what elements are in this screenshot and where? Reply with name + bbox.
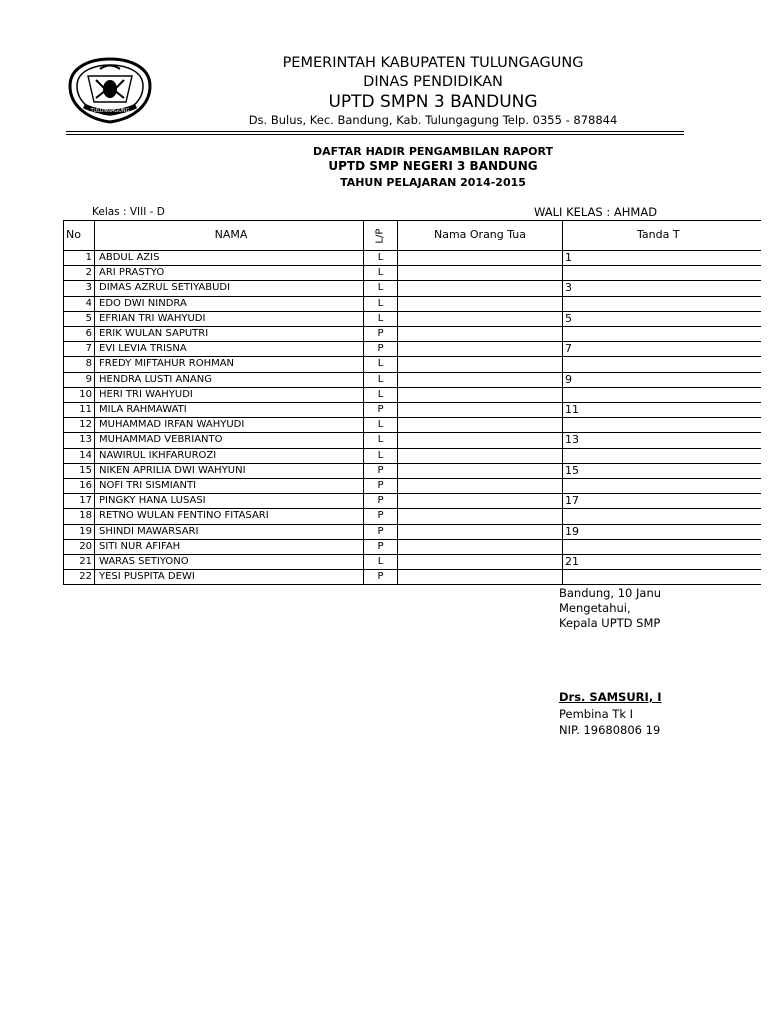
student-gender: L (364, 372, 398, 387)
student-gender: L (364, 281, 398, 296)
document-subtitle: UPTD SMP NEGERI 3 BANDUNG (328, 159, 538, 173)
table-row (64, 266, 762, 281)
student-gender: P (364, 570, 398, 585)
table-row (64, 539, 762, 554)
parent-name-cell (398, 266, 563, 281)
signature-cell: 9 (563, 372, 762, 387)
student-name: DIMAS AZRUL SETIYABUDI (95, 281, 364, 296)
student-name: EDO DWI NINDRA (95, 296, 364, 311)
row-number: 2 (64, 266, 95, 281)
signature-cell: 21 (563, 555, 762, 570)
row-number: 13 (64, 433, 95, 448)
parent-name-cell (398, 479, 563, 494)
student-name: MUHAMMAD IRFAN WAHYUDI (95, 418, 364, 433)
letterhead-divider (66, 131, 684, 132)
table-row (64, 281, 762, 296)
signature-cell (563, 266, 762, 281)
parent-name-cell (398, 418, 563, 433)
signature-cell: 7 (563, 342, 762, 357)
row-number: 20 (64, 539, 95, 554)
student-gender: L (364, 555, 398, 570)
row-number: 7 (64, 342, 95, 357)
student-name: SHINDI MAWARSARI (95, 524, 364, 539)
signature-name: Drs. SAMSURI, I (559, 690, 662, 704)
student-name: ERIK WULAN SAPUTRI (95, 327, 364, 342)
table-row (64, 433, 762, 448)
parent-name-cell (398, 524, 563, 539)
signature-cell: 11 (563, 403, 762, 418)
table-row (64, 311, 762, 326)
student-gender: P (364, 494, 398, 509)
row-number: 3 (64, 281, 95, 296)
row-number: 12 (64, 418, 95, 433)
table-row (64, 387, 762, 402)
student-name: NIKEN APRILIA DWI WAHYUNI (95, 463, 364, 478)
header-government: PEMERINTAH KABUPATEN TULUNGAGUNG (282, 55, 584, 71)
student-gender: L (364, 448, 398, 463)
signature-position: Kepala UPTD SMP (559, 616, 661, 630)
header-no: No (64, 221, 95, 251)
signature-cell: 5 (563, 311, 762, 326)
row-number: 16 (64, 479, 95, 494)
table-row (64, 342, 762, 357)
signature-place-date: Bandung, 10 Janu (559, 586, 662, 600)
row-number: 22 (64, 570, 95, 585)
signature-cell (563, 357, 762, 372)
signature-cell: 17 (563, 494, 762, 509)
parent-name-cell (398, 387, 563, 402)
row-number: 9 (64, 372, 95, 387)
table-row (64, 418, 762, 433)
table-row (64, 403, 762, 418)
signature-cell (563, 448, 762, 463)
table-row (64, 555, 762, 570)
parent-name-cell (398, 448, 563, 463)
parent-name-cell (398, 403, 563, 418)
parent-name-cell (398, 463, 563, 478)
parent-name-cell (398, 311, 563, 326)
signature-cell (563, 479, 762, 494)
class-label: Kelas : VIII - D (92, 206, 165, 218)
student-gender: P (364, 479, 398, 494)
student-name: HERI TRI WAHYUDI (95, 387, 364, 402)
student-name: RETNO WULAN FENTINO FITASARI (95, 509, 364, 524)
row-number: 1 (64, 251, 95, 266)
parent-name-cell (398, 327, 563, 342)
header-signature: Tanda T (563, 221, 762, 251)
row-number: 6 (64, 327, 95, 342)
student-name: MILA RAHMAWATI (95, 403, 364, 418)
parent-name-cell (398, 509, 563, 524)
student-name: ARI PRASTYO (95, 266, 364, 281)
header-parent-name: Nama Orang Tua (398, 221, 563, 251)
parent-name-cell (398, 570, 563, 585)
government-emblem-logo (66, 56, 154, 124)
student-name: EFRIAN TRI WAHYUDI (95, 311, 364, 326)
signature-cell (563, 509, 762, 524)
student-gender: P (364, 539, 398, 554)
parent-name-cell (398, 296, 563, 311)
parent-name-cell (398, 494, 563, 509)
table-row (64, 463, 762, 478)
student-name: NOFI TRI SISMIANTI (95, 479, 364, 494)
header-lp (364, 221, 398, 251)
document-title: DAFTAR HADIR PENGAMBILAN RAPORT (312, 145, 554, 158)
student-gender: L (364, 433, 398, 448)
student-name: WARAS SETIYONO (95, 555, 364, 570)
student-gender: L (364, 418, 398, 433)
student-gender: L (364, 357, 398, 372)
signature-rank: Pembina Tk I (559, 707, 634, 721)
student-gender: P (364, 342, 398, 357)
table-row (64, 479, 762, 494)
signature-cell (563, 418, 762, 433)
student-name: NAWIRUL IKHFARUROZI (95, 448, 364, 463)
logo-text: TULUNGAGUNG (90, 108, 130, 114)
student-name: HENDRA LUSTI ANANG (95, 372, 364, 387)
parent-name-cell (398, 342, 563, 357)
row-number: 11 (64, 403, 95, 418)
parent-name-cell (398, 357, 563, 372)
row-number: 21 (64, 555, 95, 570)
attendance-table (63, 220, 761, 585)
table-row (64, 448, 762, 463)
row-number: 4 (64, 296, 95, 311)
row-number: 19 (64, 524, 95, 539)
signature-cell: 15 (563, 463, 762, 478)
signature-cell: 19 (563, 524, 762, 539)
signature-cell (563, 296, 762, 311)
table-row (64, 570, 762, 585)
table-row (64, 509, 762, 524)
row-number: 8 (64, 357, 95, 372)
signature-cell (563, 387, 762, 402)
header-nama: NAMA (95, 221, 364, 251)
parent-name-cell (398, 539, 563, 554)
student-name: ABDUL AZIS (95, 251, 364, 266)
header-address: Ds. Bulus, Kec. Bandung, Kab. Tulungagung Telp. 0355 - 878844 (248, 113, 618, 127)
student-gender: P (364, 403, 398, 418)
student-name: EVI LEVIA TRISNA (95, 342, 364, 357)
student-name: SITI NUR AFIFAH (95, 539, 364, 554)
signature-cell: 1 (563, 251, 762, 266)
homeroom-teacher-label: WALI KELAS : AHMAD (534, 205, 658, 219)
student-gender: P (364, 463, 398, 478)
student-name: MUHAMMAD VEBRIANTO (95, 433, 364, 448)
table-header-row (64, 221, 762, 251)
student-gender: L (364, 311, 398, 326)
row-number: 5 (64, 311, 95, 326)
table-row (64, 327, 762, 342)
row-number: 17 (64, 494, 95, 509)
signature-cell (563, 327, 762, 342)
student-gender: L (364, 387, 398, 402)
signature-cell (563, 539, 762, 554)
student-name: FREDY MIFTAHUR ROHMAN (95, 357, 364, 372)
table-row (64, 296, 762, 311)
parent-name-cell (398, 251, 563, 266)
letterhead-divider-thin (66, 134, 684, 135)
row-number: 14 (64, 448, 95, 463)
header-department: DINAS PENDIDIKAN (363, 74, 503, 90)
header-school: UPTD SMPN 3 BANDUNG (328, 92, 538, 112)
document-year: TAHUN PELAJARAN 2014-2015 (340, 176, 526, 189)
signature-cell: 13 (563, 433, 762, 448)
row-number: 10 (64, 387, 95, 402)
parent-name-cell (398, 281, 563, 296)
student-name: YESI PUSPITA DEWI (95, 570, 364, 585)
parent-name-cell (398, 372, 563, 387)
signature-nip: NIP. 19680806 19 (559, 723, 661, 737)
student-gender: L (364, 296, 398, 311)
row-number: 18 (64, 509, 95, 524)
parent-name-cell (398, 433, 563, 448)
parent-name-cell (398, 555, 563, 570)
table-row (64, 357, 762, 372)
student-gender: P (364, 509, 398, 524)
table-row (64, 524, 762, 539)
signature-acknowledged: Mengetahui, (559, 601, 631, 615)
student-gender: P (364, 524, 398, 539)
student-gender: L (364, 251, 398, 266)
table-row (64, 251, 762, 266)
signature-cell: 3 (563, 281, 762, 296)
row-number: 15 (64, 463, 95, 478)
student-name: PINGKY HANA LUSASI (95, 494, 364, 509)
signature-cell (563, 570, 762, 585)
header-lp-text: L/P (374, 228, 386, 244)
table-row (64, 494, 762, 509)
student-gender: L (364, 266, 398, 281)
table-row (64, 372, 762, 387)
student-gender: P (364, 327, 398, 342)
